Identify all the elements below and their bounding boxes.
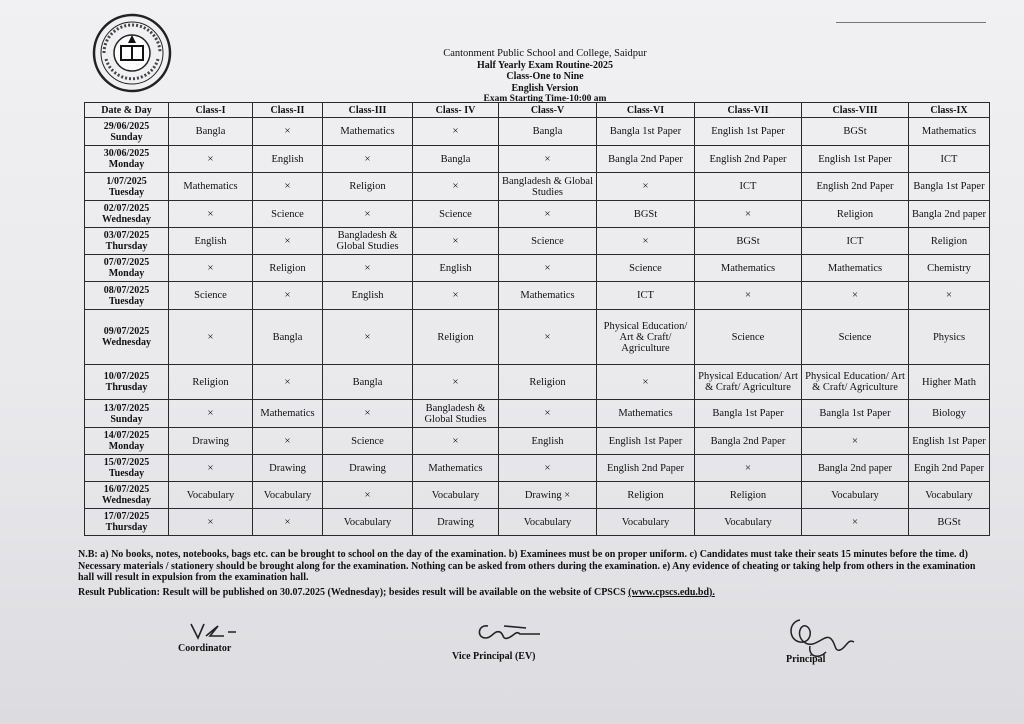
subject-cell: ×: [499, 455, 597, 482]
subject-cell: ×: [413, 228, 499, 255]
subject-cell: ICT: [909, 146, 990, 173]
subject-cell: Mathematics: [499, 282, 597, 310]
subject-cell: ×: [802, 509, 909, 536]
subject-cell: ×: [253, 173, 323, 201]
column-header: Class-III: [323, 103, 413, 118]
date-cell: [85, 428, 169, 455]
day-text: Thursday: [105, 522, 148, 533]
subject-cell: ×: [253, 118, 323, 146]
date-text: 09/07/2025: [103, 326, 150, 337]
subject-cell: ×: [169, 400, 253, 428]
day-text: Sunday: [110, 131, 143, 143]
date-text: 08/07/2025: [103, 284, 150, 296]
class-range: Class-One to Nine: [506, 71, 584, 82]
subject-cell: ×: [413, 173, 499, 201]
date-cell: [85, 282, 169, 310]
date-cell: [85, 201, 169, 228]
subject-cell: Bangla 1st Paper: [597, 118, 695, 146]
date-cell: [85, 400, 169, 428]
subject-cell: Religion: [499, 365, 597, 400]
date-cell: [85, 310, 169, 365]
column-header: Class-I: [169, 103, 253, 118]
column-header: Class-VI: [597, 103, 695, 118]
table-row: [85, 282, 990, 310]
vice-principal-signature: [474, 620, 544, 644]
subject-cell: Engih 2nd Paper: [909, 455, 990, 482]
day-text: Monday: [108, 159, 145, 170]
subject-cell: ×: [499, 201, 597, 228]
table-row: [85, 400, 990, 428]
subject-cell: ×: [169, 201, 253, 228]
subject-cell: ICT: [802, 228, 909, 255]
subject-cell: Vocabulary: [253, 482, 323, 509]
publication-text: Result will be published on 30.07.2025 (Wednesday); besides result will be available on the website of CPSCS: [162, 587, 626, 598]
subject-cell: Vocabulary: [695, 509, 802, 536]
subject-cell: English: [253, 146, 323, 173]
subject-cell: Drawing: [169, 428, 253, 455]
subject-cell: Drawing: [413, 509, 499, 536]
subject-cell: Religion: [802, 201, 909, 228]
subject-cell: Vocabulary: [597, 509, 695, 536]
subject-cell: Physical Education/ Art & Craft/ Agriculture: [597, 310, 695, 365]
day-text: Tuesday: [108, 186, 145, 198]
subject-cell: ×: [253, 428, 323, 455]
date-cell: [85, 118, 169, 146]
subject-cell: ×: [253, 365, 323, 400]
subject-cell: Vocabulary: [323, 509, 413, 536]
result-publication: [78, 587, 993, 598]
subject-cell: Religion: [413, 310, 499, 365]
date-text: 29/06/2025: [103, 120, 150, 132]
day-text: Tuesday: [108, 295, 145, 307]
subject-cell: Drawing: [253, 455, 323, 482]
subject-cell: ×: [597, 228, 695, 255]
subject-cell: ×: [695, 282, 802, 310]
subject-cell: Biology: [909, 400, 990, 428]
subject-cell: ×: [253, 509, 323, 536]
day-text: Thrusday: [105, 382, 148, 393]
subject-cell: ×: [323, 310, 413, 365]
subject-cell: Religion: [323, 173, 413, 201]
vice-principal-label: Vice Principal (EV): [452, 651, 536, 662]
subject-cell: ×: [169, 455, 253, 482]
date-text: 13/07/2025: [103, 402, 150, 414]
date-text: 14/07/2025: [103, 430, 150, 441]
table-row: [85, 365, 990, 400]
subject-cell: Vocabulary: [802, 482, 909, 509]
day-text: Wednesday: [102, 495, 151, 506]
subject-cell: English 2nd Paper: [802, 173, 909, 201]
start-time: Exam Starting Time-10:00 am: [483, 94, 607, 104]
subject-cell: ×: [169, 310, 253, 365]
subject-cell: Religion: [695, 482, 802, 509]
date-text: 07/07/2025: [103, 257, 150, 268]
subject-cell: Religion: [253, 255, 323, 282]
table-row: [85, 201, 990, 228]
date-cell: [85, 482, 169, 509]
subject-cell: Mathematics: [597, 400, 695, 428]
subject-cell: Physical Education/ Art & Craft/ Agriculture: [802, 365, 909, 400]
subject-cell: ×: [253, 282, 323, 310]
principal-label: Principal: [786, 654, 826, 665]
subject-cell: English: [323, 282, 413, 310]
publication-label: Result Publication:: [78, 587, 160, 598]
subject-cell: English 1st Paper: [695, 118, 802, 146]
subject-cell: Religion: [597, 482, 695, 509]
subject-cell: ×: [323, 146, 413, 173]
column-header: Class-VII: [695, 103, 802, 118]
subject-cell: ×: [413, 428, 499, 455]
column-header: Class-V: [499, 103, 597, 118]
subject-cell: Higher Math: [909, 365, 990, 400]
subject-cell: ×: [802, 428, 909, 455]
subject-cell: BGSt: [597, 201, 695, 228]
column-header: Class- IV: [413, 103, 499, 118]
subject-cell: English: [169, 228, 253, 255]
subject-cell: Mathematics: [695, 255, 802, 282]
subject-cell: ×: [323, 255, 413, 282]
subject-cell: ×: [909, 282, 990, 310]
subject-cell: English 2nd Paper: [597, 455, 695, 482]
day-text: Wednesday: [102, 214, 151, 225]
subject-cell: ×: [169, 509, 253, 536]
column-header: Class-II: [253, 103, 323, 118]
subject-cell: Bangla 1st Paper: [802, 400, 909, 428]
date-cell: [85, 146, 169, 173]
date-cell: [85, 173, 169, 201]
table-row: [85, 146, 990, 173]
subject-cell: ×: [499, 310, 597, 365]
notes: [78, 549, 993, 584]
subject-cell: English 2nd Paper: [695, 146, 802, 173]
subject-cell: English: [413, 255, 499, 282]
website-link: (www.cpscs.edu.bd).: [628, 587, 715, 598]
subject-cell: Mathematics: [253, 400, 323, 428]
date-cell: [85, 455, 169, 482]
day-text: Thursday: [105, 241, 148, 252]
subject-cell: Science: [323, 428, 413, 455]
subject-cell: Science: [597, 255, 695, 282]
subject-cell: ×: [253, 228, 323, 255]
subject-cell: Mathematics: [413, 455, 499, 482]
subject-cell: BGSt: [802, 118, 909, 146]
notes-label: N.B:: [78, 549, 98, 560]
subject-cell: Bangla: [499, 118, 597, 146]
subject-cell: Vocabulary: [909, 482, 990, 509]
table-row: [85, 255, 990, 282]
table-row: [85, 482, 990, 509]
date-text: 15/07/2025: [103, 457, 150, 468]
subject-cell: Drawing ×: [499, 482, 597, 509]
subject-cell: Bangla 1st Paper: [695, 400, 802, 428]
day-text: Sunday: [110, 413, 143, 425]
table-row: [85, 509, 990, 536]
date-cell: [85, 255, 169, 282]
table-row: [85, 428, 990, 455]
subject-cell: English: [499, 428, 597, 455]
subject-cell: Bangla 2nd paper: [802, 455, 909, 482]
date-cell: [85, 228, 169, 255]
coordinator-signature: [188, 620, 238, 642]
subject-cell: ×: [413, 118, 499, 146]
day-text: Tuesday: [108, 468, 145, 479]
subject-cell: Bangla: [413, 146, 499, 173]
subject-cell: Vocabulary: [413, 482, 499, 509]
date-cell: [85, 365, 169, 400]
date-text: 03/07/2025: [103, 230, 150, 241]
subject-cell: Bangla: [253, 310, 323, 365]
subject-cell: Physics: [909, 310, 990, 365]
subject-cell: Drawing: [323, 455, 413, 482]
routine-table: [84, 102, 990, 536]
routine-title: Half Yearly Exam Routine-2025: [476, 59, 613, 71]
subject-cell: ×: [169, 255, 253, 282]
subject-cell: ×: [802, 282, 909, 310]
subject-cell: Science: [802, 310, 909, 365]
column-header: Date & Day: [85, 103, 169, 118]
table-row: [85, 455, 990, 482]
subject-cell: Bangladesh & Global Studies: [413, 400, 499, 428]
table-row: [85, 310, 990, 365]
subject-cell: ×: [695, 455, 802, 482]
subject-cell: ×: [413, 282, 499, 310]
subject-cell: Vocabulary: [169, 482, 253, 509]
subject-cell: Vocabulary: [499, 509, 597, 536]
subject-cell: English 1st Paper: [909, 428, 990, 455]
subject-cell: English 1st Paper: [802, 146, 909, 173]
subject-cell: Bangladesh & Global Studies: [323, 228, 413, 255]
subject-cell: Bangla 2nd Paper: [695, 428, 802, 455]
coordinator-label: Coordinator: [178, 643, 232, 654]
table-row: [85, 173, 990, 201]
date-text: 10/07/2025: [103, 371, 150, 382]
subject-cell: Science: [413, 201, 499, 228]
subject-cell: ×: [499, 255, 597, 282]
subject-cell: ×: [597, 173, 695, 201]
subject-cell: Bangla 2nd Paper: [597, 146, 695, 173]
date-text: 1/07/2025: [106, 175, 147, 187]
column-header: Class-VIII: [802, 103, 909, 118]
subject-cell: Mathematics: [909, 118, 990, 146]
subject-cell: Bangla 1st Paper: [909, 173, 990, 201]
date-cell: [85, 509, 169, 536]
subject-cell: ×: [323, 400, 413, 428]
day-text: Wednesday: [102, 337, 151, 348]
top-rule: [836, 22, 986, 23]
table-row: [85, 228, 990, 255]
subject-cell: Physical Education/ Art & Craft/ Agriculture: [695, 365, 802, 400]
subject-cell: Chemistry: [909, 255, 990, 282]
document-header: [380, 48, 710, 106]
subject-cell: ×: [695, 201, 802, 228]
column-header: Class-IX: [909, 103, 990, 118]
subject-cell: Religion: [169, 365, 253, 400]
subject-cell: Bangladesh & Global Studies: [499, 173, 597, 201]
subject-cell: Science: [499, 228, 597, 255]
subject-cell: English 1st Paper: [597, 428, 695, 455]
subject-cell: Mathematics: [169, 173, 253, 201]
subject-cell: Religion: [909, 228, 990, 255]
subject-cell: Science: [253, 201, 323, 228]
subject-cell: ×: [499, 400, 597, 428]
subject-cell: ×: [413, 365, 499, 400]
subject-cell: Bangla: [169, 118, 253, 146]
table-row: [85, 118, 990, 146]
date-text: 30/06/2025: [103, 148, 150, 159]
subject-cell: ×: [169, 146, 253, 173]
subject-cell: Mathematics: [323, 118, 413, 146]
subject-cell: Science: [169, 282, 253, 310]
school-logo: [92, 13, 172, 93]
subject-cell: BGSt: [909, 509, 990, 536]
notes-text: a) No books, notes, notebooks, bags etc. can be brought to school on the day of the examination. b) Examinees must be on proper uniform. c) Candidates must take their seats 15 minutes before the time. d) Necessary materials / stationery should be brought along for the examination. Nothing can be asked from others during the examination. e) Any evidence of cheating or taking help from others in the examination hall will result in expulsion from the examination hall.: [78, 549, 976, 583]
date-text: 17/07/2025: [103, 511, 150, 522]
version-label: English Version: [511, 82, 579, 94]
subject-cell: Bangla 2nd paper: [909, 201, 990, 228]
subject-cell: Mathematics: [802, 255, 909, 282]
subject-cell: Bangla: [323, 365, 413, 400]
subject-cell: ×: [323, 201, 413, 228]
subject-cell: BGSt: [695, 228, 802, 255]
subject-cell: ×: [499, 146, 597, 173]
subject-cell: ×: [323, 482, 413, 509]
date-text: 02/07/2025: [103, 203, 150, 214]
subject-cell: Science: [695, 310, 802, 365]
table-header-row: [85, 103, 990, 118]
subject-cell: ×: [597, 365, 695, 400]
day-text: Monday: [108, 268, 145, 279]
subject-cell: ICT: [695, 173, 802, 201]
school-name: Cantonment Public School and College, Saidpur: [443, 48, 647, 59]
date-text: 16/07/2025: [103, 484, 150, 495]
day-text: Monday: [108, 441, 145, 452]
subject-cell: ICT: [597, 282, 695, 310]
